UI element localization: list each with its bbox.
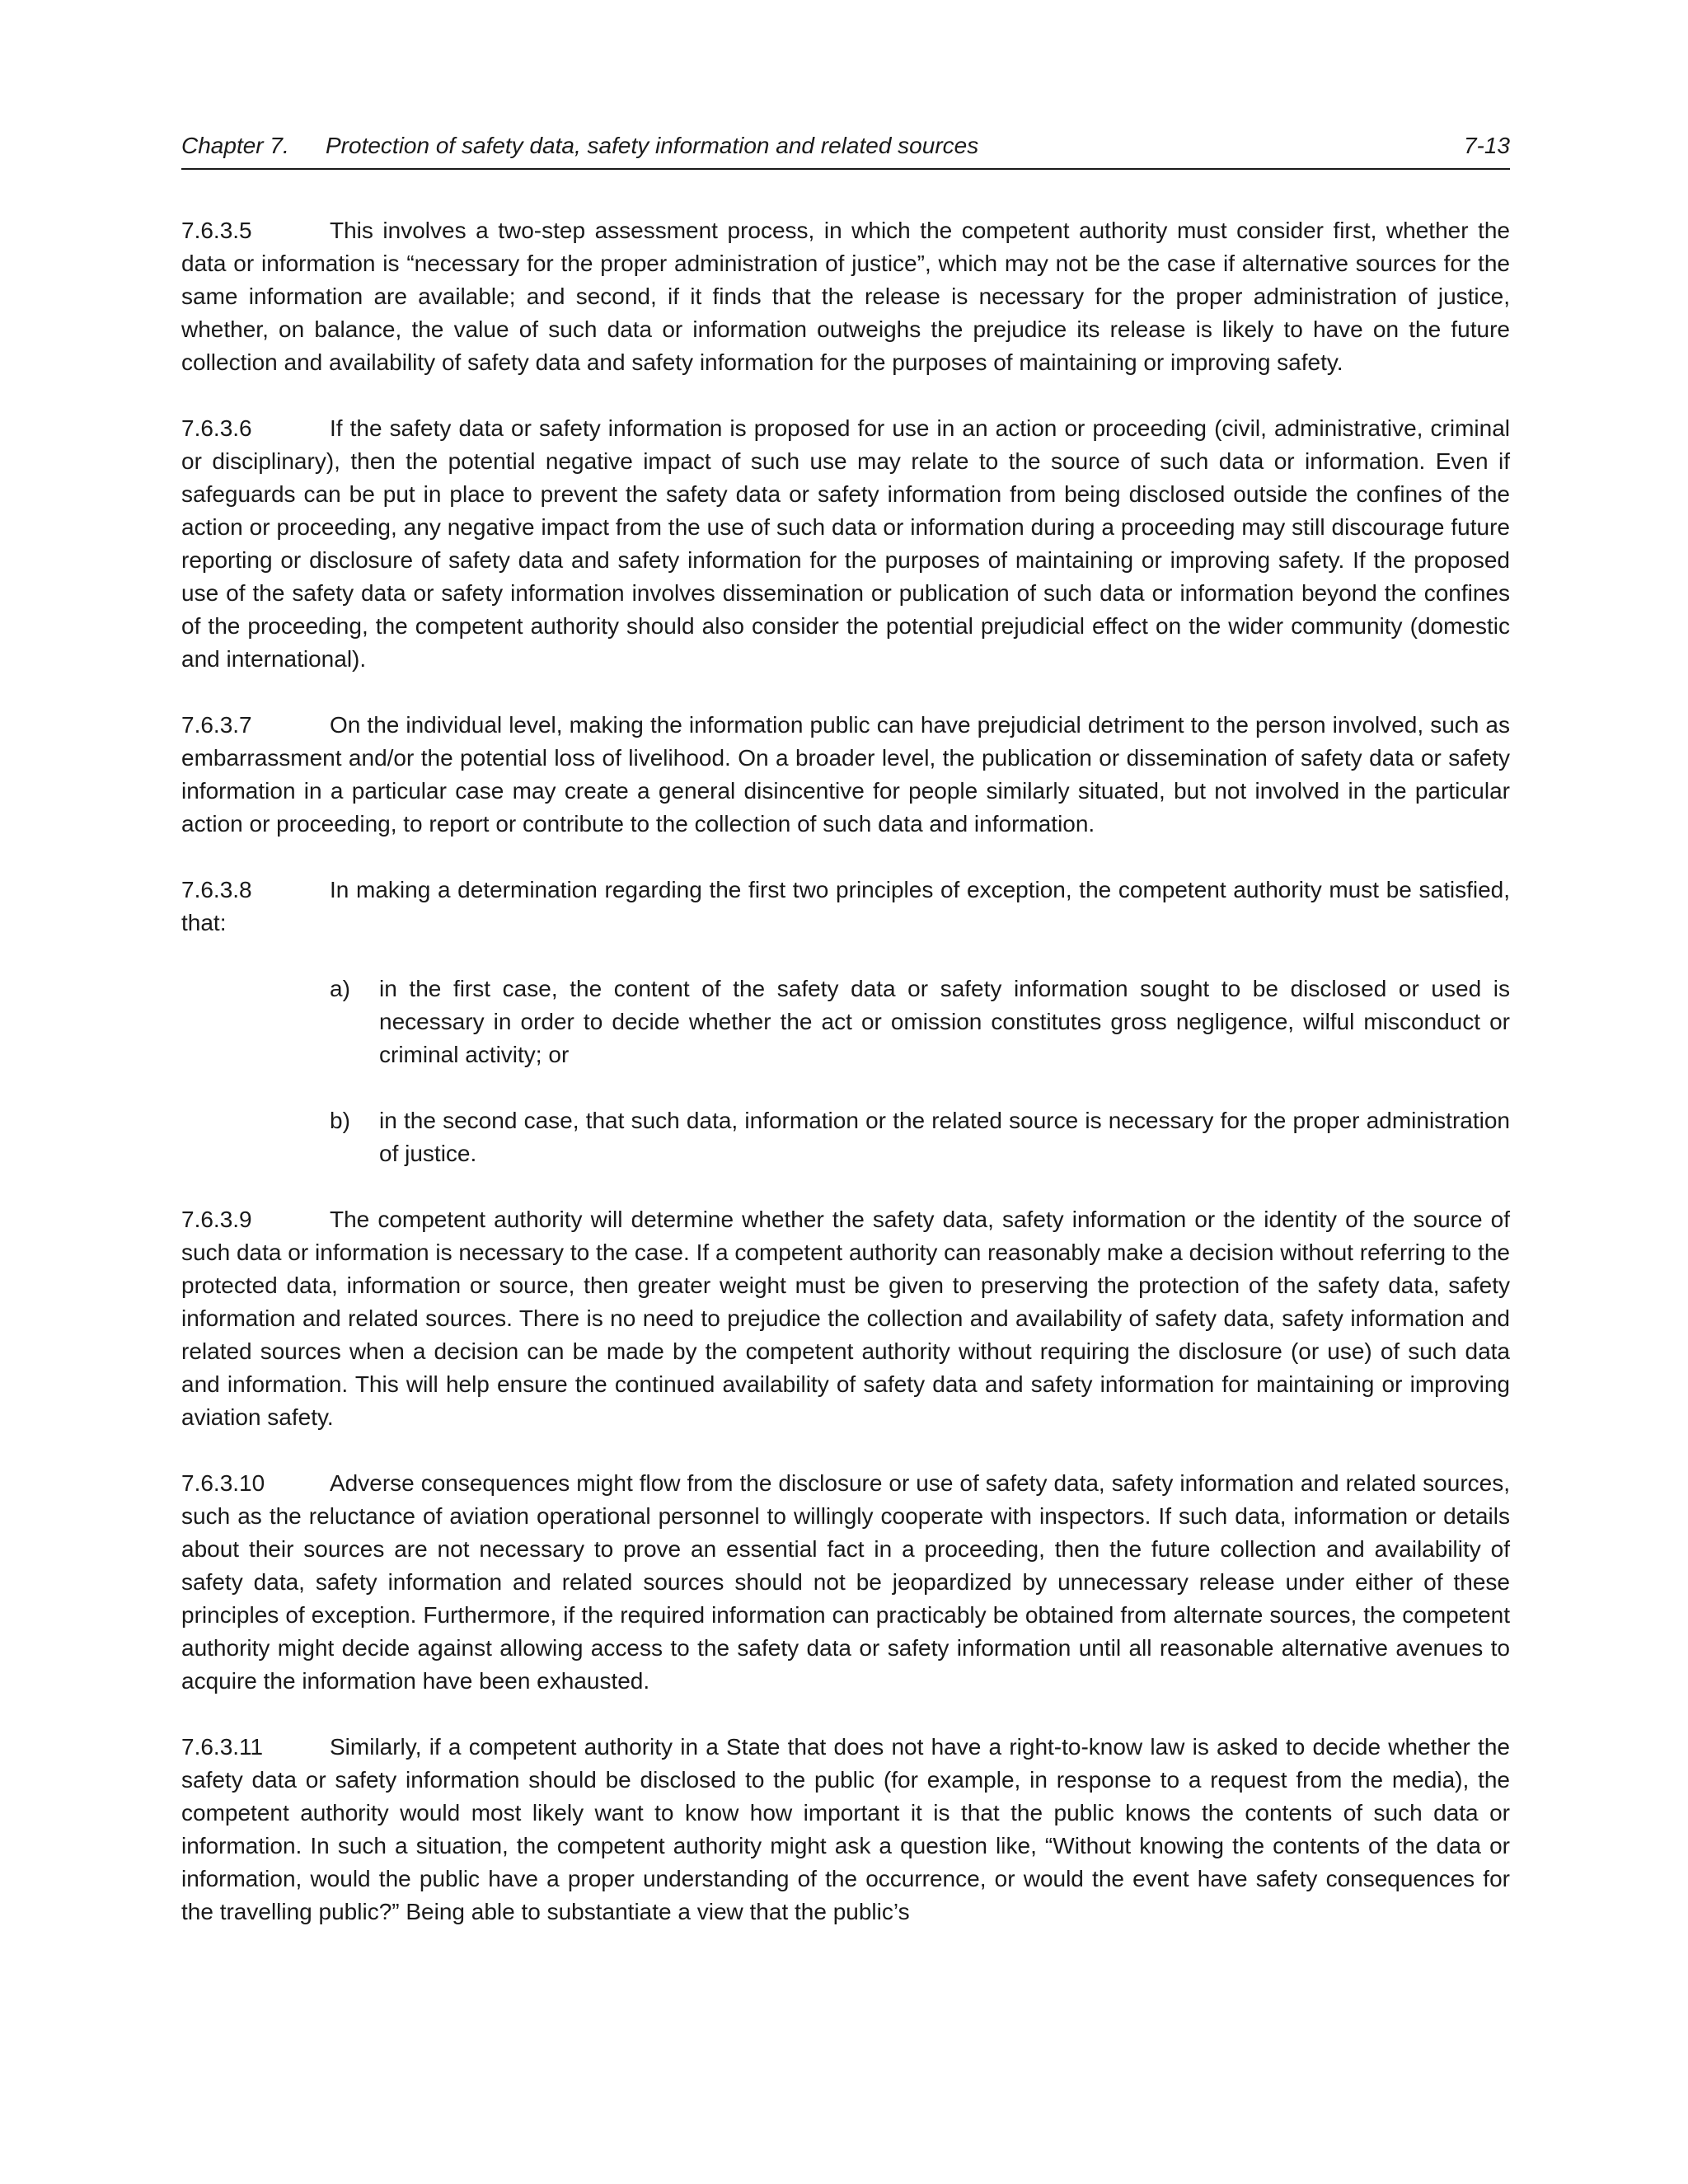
list-label: a) [330,976,350,1001]
paragraph-number: 7.6.3.5 [181,218,252,243]
paragraph-number: 7.6.3.11 [181,1734,264,1760]
paragraph-text: On the individual level, making the information public can have prejudicial detriment to the person involved, such as embarrassment and/or the potential loss of livelihood. On a broader level, the publication or dissemination of safety data or safety information in a particular case may create a general disincentive for people similarly situated, but not involved in the particular action or proceeding, to report or contribute to the collection of such data and information. [181,712,1510,837]
list-text: in the second case, that such data, information or the related source is necessary for the proper administration of justice. [379,1108,1510,1166]
paragraph-7-6-3-8 [181,874,1510,940]
running-title [181,130,978,162]
paragraph-7-6-3-10 [181,1467,1510,1698]
document-body [181,214,1510,1929]
paragraph-7-6-3-7 [181,709,1510,841]
paragraph-7-6-3-5 [181,214,1510,379]
document-page [181,130,1510,1961]
paragraph-text: Adverse consequences might flow from the disclosure or use of safety data, safety information and related sources, such as the reluctance of aviation operational personnel to willingly cooperate with inspectors. If such data, information or details about their sources are not necessary to prove an essential fact in a proceeding, then the future collection and availability of safety data, safety information and related sources should not be jeopardized by unnecessary release under either of these principles of exception. Furthermore, if the required information can practicably be obtained from alternate sources, the competent authority might decide against allowing access to the safety data or safety information until all reasonable alternative avenues to acquire the information have been exhausted. [181,1470,1510,1694]
paragraph-text: If the safety data or safety information is proposed for use in an action or proceeding (civil, administrative, criminal or disciplinary), then the potential negative impact of such use may relate to the source of such data or information. Even if safeguards can be put in place to prevent the safety data or safety information from being disclosed outside the confines of the action or proceeding, any negative impact from the use of such data or information during a proceeding may still discourage future reporting or disclosure of safety data and safety information for the purposes of maintaining or improving safety. If the proposed use of the safety data or safety information involves dissemination or publication of such data or information beyond the confines of the proceeding, the competent authority should also consider the potential prejudicial effect on the wider community (domestic and international). [181,415,1510,672]
list-text: in the first case, the content of the safety data or safety information sought to be disclosed or used is necessary in order to decide whether the act or omission constitutes gross negligence, wilful misconduct or criminal activity; or [379,976,1510,1067]
list-item-a [330,972,1510,1071]
chapter-label: Chapter 7. [181,133,289,158]
paragraph-text: Similarly, if a competent authority in a State that does not have a right-to-know law is asked to decide whether the safety data or safety information should be disclosed to the public (for example, in response to a request from the media), the competent authority would most likely want to know how important it is that the public knows the contents of such data or information. In such a situation, the competent authority might ask a question like, “Without knowing the contents of the data or information, would the public have a proper understanding of the occurrence, or would the event have safety consequences for the travelling public?” Being able to substantiate a view that the public’s [181,1734,1510,1924]
paragraph-number: 7.6.3.7 [181,712,252,738]
paragraph-number: 7.6.3.6 [181,415,252,441]
paragraph-7-6-3-9 [181,1203,1510,1434]
list-label: b) [330,1108,350,1133]
paragraph-number: 7.6.3.10 [181,1470,265,1496]
page-number: 7-13 [1463,133,1510,158]
paragraph-7-6-3-11 [181,1731,1510,1929]
exception-list [330,972,1510,1170]
list-item-b [330,1104,1510,1170]
page-header [181,130,1510,170]
paragraph-7-6-3-6 [181,412,1510,676]
paragraph-text: In making a determination regarding the first two principles of exception, the competent authority must be satisfied, that: [181,877,1510,935]
chapter-title: Protection of safety data, safety information and related sources [326,133,979,158]
paragraph-text: This involves a two-step assessment process, in which the competent authority must consider first, whether the data or information is “necessary for the proper administration of justice”, which may not be the case if alternative sources for the same information are available; and second, if it finds that the release is necessary for the proper administration of justice, whether, on balance, the value of such data or information outweighs the prejudice its release is likely to have on the future collection and availability of safety data and safety information for the purposes of maintaining or improving safety. [181,218,1510,375]
paragraph-number: 7.6.3.9 [181,1207,252,1232]
paragraph-text: The competent authority will determine whether the safety data, safety information or the identity of the source of such data or information is necessary to the case. If a competent authority can reasonably make a decision without referring to the protected data, information or source, then greater weight must be given to preserving the protection of the safety data, safety information and related sources. There is no need to prejudice the collection and availability of safety data, safety information and related sources when a decision can be made by the competent authority without requiring the disclosure (or use) of such data and information. This will help ensure the continued availability of safety data and safety information for maintaining or improving aviation safety. [181,1207,1510,1430]
paragraph-number: 7.6.3.8 [181,877,252,902]
